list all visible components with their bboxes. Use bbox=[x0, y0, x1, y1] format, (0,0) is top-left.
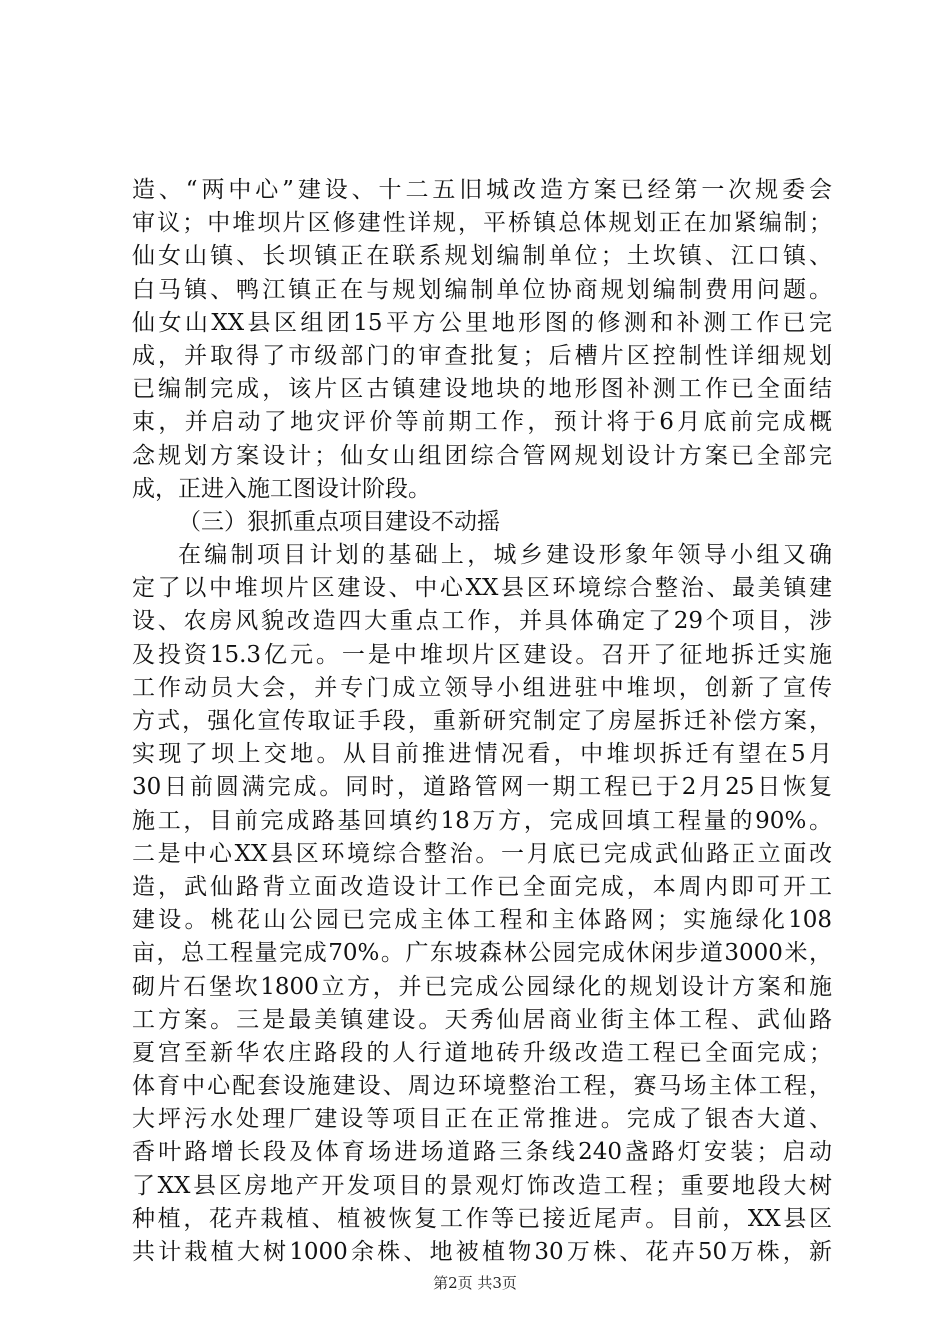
body-text bbox=[132, 174, 832, 1269]
text-line: 体育中心配套设施建设、周边环境整治工程，赛马场主体工程， bbox=[132, 1073, 832, 1100]
text-line: 大坪污水处理厂建设等项目正在正常推进。完成了银杏大道、 bbox=[132, 1106, 832, 1133]
section-heading: （三）狠抓重点项目建设不动摇 bbox=[178, 508, 500, 535]
text-line: 工方案。三是最美镇建设。天秀仙居商业街主体工程、武仙路 bbox=[132, 1006, 832, 1033]
text-line: 白马镇、鸭江镇正在与规划编制单位协商规划编制费用问题。 bbox=[132, 276, 832, 303]
text-line: 方式，强化宣传取证手段，重新研究制定了房屋拆迁补偿方案， bbox=[132, 708, 832, 734]
text-line: 夏宫至新华农庄路段的人行道地砖升级改造工程已全面完成； bbox=[132, 1039, 832, 1066]
text-line: 香叶路增长段及体育场进场道路三条线240盏路灯安装；启动 bbox=[132, 1139, 832, 1166]
text-line: 定了以中堆坝片区建设、中心XX县区环境综合整治、最美镇建 bbox=[132, 575, 832, 602]
text-line: 审议；中堆坝片区修建性详规，平桥镇总体规划正在加紧编制； bbox=[132, 210, 832, 237]
text-line: 砌片石堡坎1800立方，并已完成公园绿化的规划设计方案和施 bbox=[132, 973, 832, 1000]
text-line: 二是中心XX县区环境综合整治。一月底已完成武仙路正立面改 bbox=[132, 840, 832, 867]
text-line: 实现了坝上交地。从目前推进情况看，中堆坝拆迁有望在5月 bbox=[132, 741, 832, 768]
text-line: 仙女山XX县区组团15平方公里地形图的修测和补测工作已完 bbox=[132, 309, 832, 336]
text-line: 造，武仙路背立面改造设计工作已全面完成，本周内即可开工 bbox=[132, 873, 832, 900]
text-line: 了XX县区房地产开发项目的景观灯饰改造工程；重要地段大树 bbox=[132, 1172, 832, 1199]
text-line: 束，并启动了地灾评价等前期工作，预计将于6月底前完成概 bbox=[132, 409, 832, 436]
text-line: 种植，花卉栽植、植被恢复工作等已接近尾声。目前，XX县区 bbox=[132, 1205, 832, 1232]
page-footer: 第2页 共3页 bbox=[433, 1274, 517, 1292]
text-line: 工作动员大会，并专门成立领导小组进驻中堆坝，创新了宣传 bbox=[132, 674, 832, 701]
text-line: 仙女山镇、长坝镇正在联系规划编制单位；土坎镇、江口镇、 bbox=[132, 243, 832, 270]
text-line: 成，并取得了市级部门的审查批复；后槽片区控制性详细规划 bbox=[132, 342, 832, 369]
text-line: 念规划方案设计；仙女山组团综合管网规划设计方案已全部完 bbox=[132, 442, 832, 469]
text-line: 成，正进入施工图设计阶段。 bbox=[132, 475, 431, 502]
text-line: 已编制完成，该片区古镇建设地块的地形图补测工作已全面结 bbox=[132, 376, 832, 403]
text-line: 30日前圆满完成。同时，道路管网一期工程已于2月25日恢复 bbox=[132, 774, 832, 801]
text-line: 及投资15.3亿元。一是中堆坝片区建设。召开了征地拆迁实施 bbox=[132, 641, 832, 668]
text-line: 亩，总工程量完成70%。广东坡森林公园完成休闲步道3000米， bbox=[132, 940, 832, 967]
text-line: 建设。桃花山公园已完成主体工程和主体路网；实施绿化108 bbox=[132, 907, 832, 934]
text-line: 在编制项目计划的基础上，城乡建设形象年领导小组又确 bbox=[178, 542, 832, 569]
text-line: 共计栽植大树1000余株、地被植物30万株、花卉50万株，新 bbox=[132, 1239, 832, 1265]
text-line: 设、农房风貌改造四大重点工作，并具体确定了29个项目，涉 bbox=[132, 608, 832, 635]
text-line: 施工，目前完成路基回填约18万方，完成回填工程量的90%。 bbox=[132, 807, 832, 834]
text-line: 造、“两中心”建设、十二五旧城改造方案已经第一次规委会 bbox=[132, 177, 832, 203]
